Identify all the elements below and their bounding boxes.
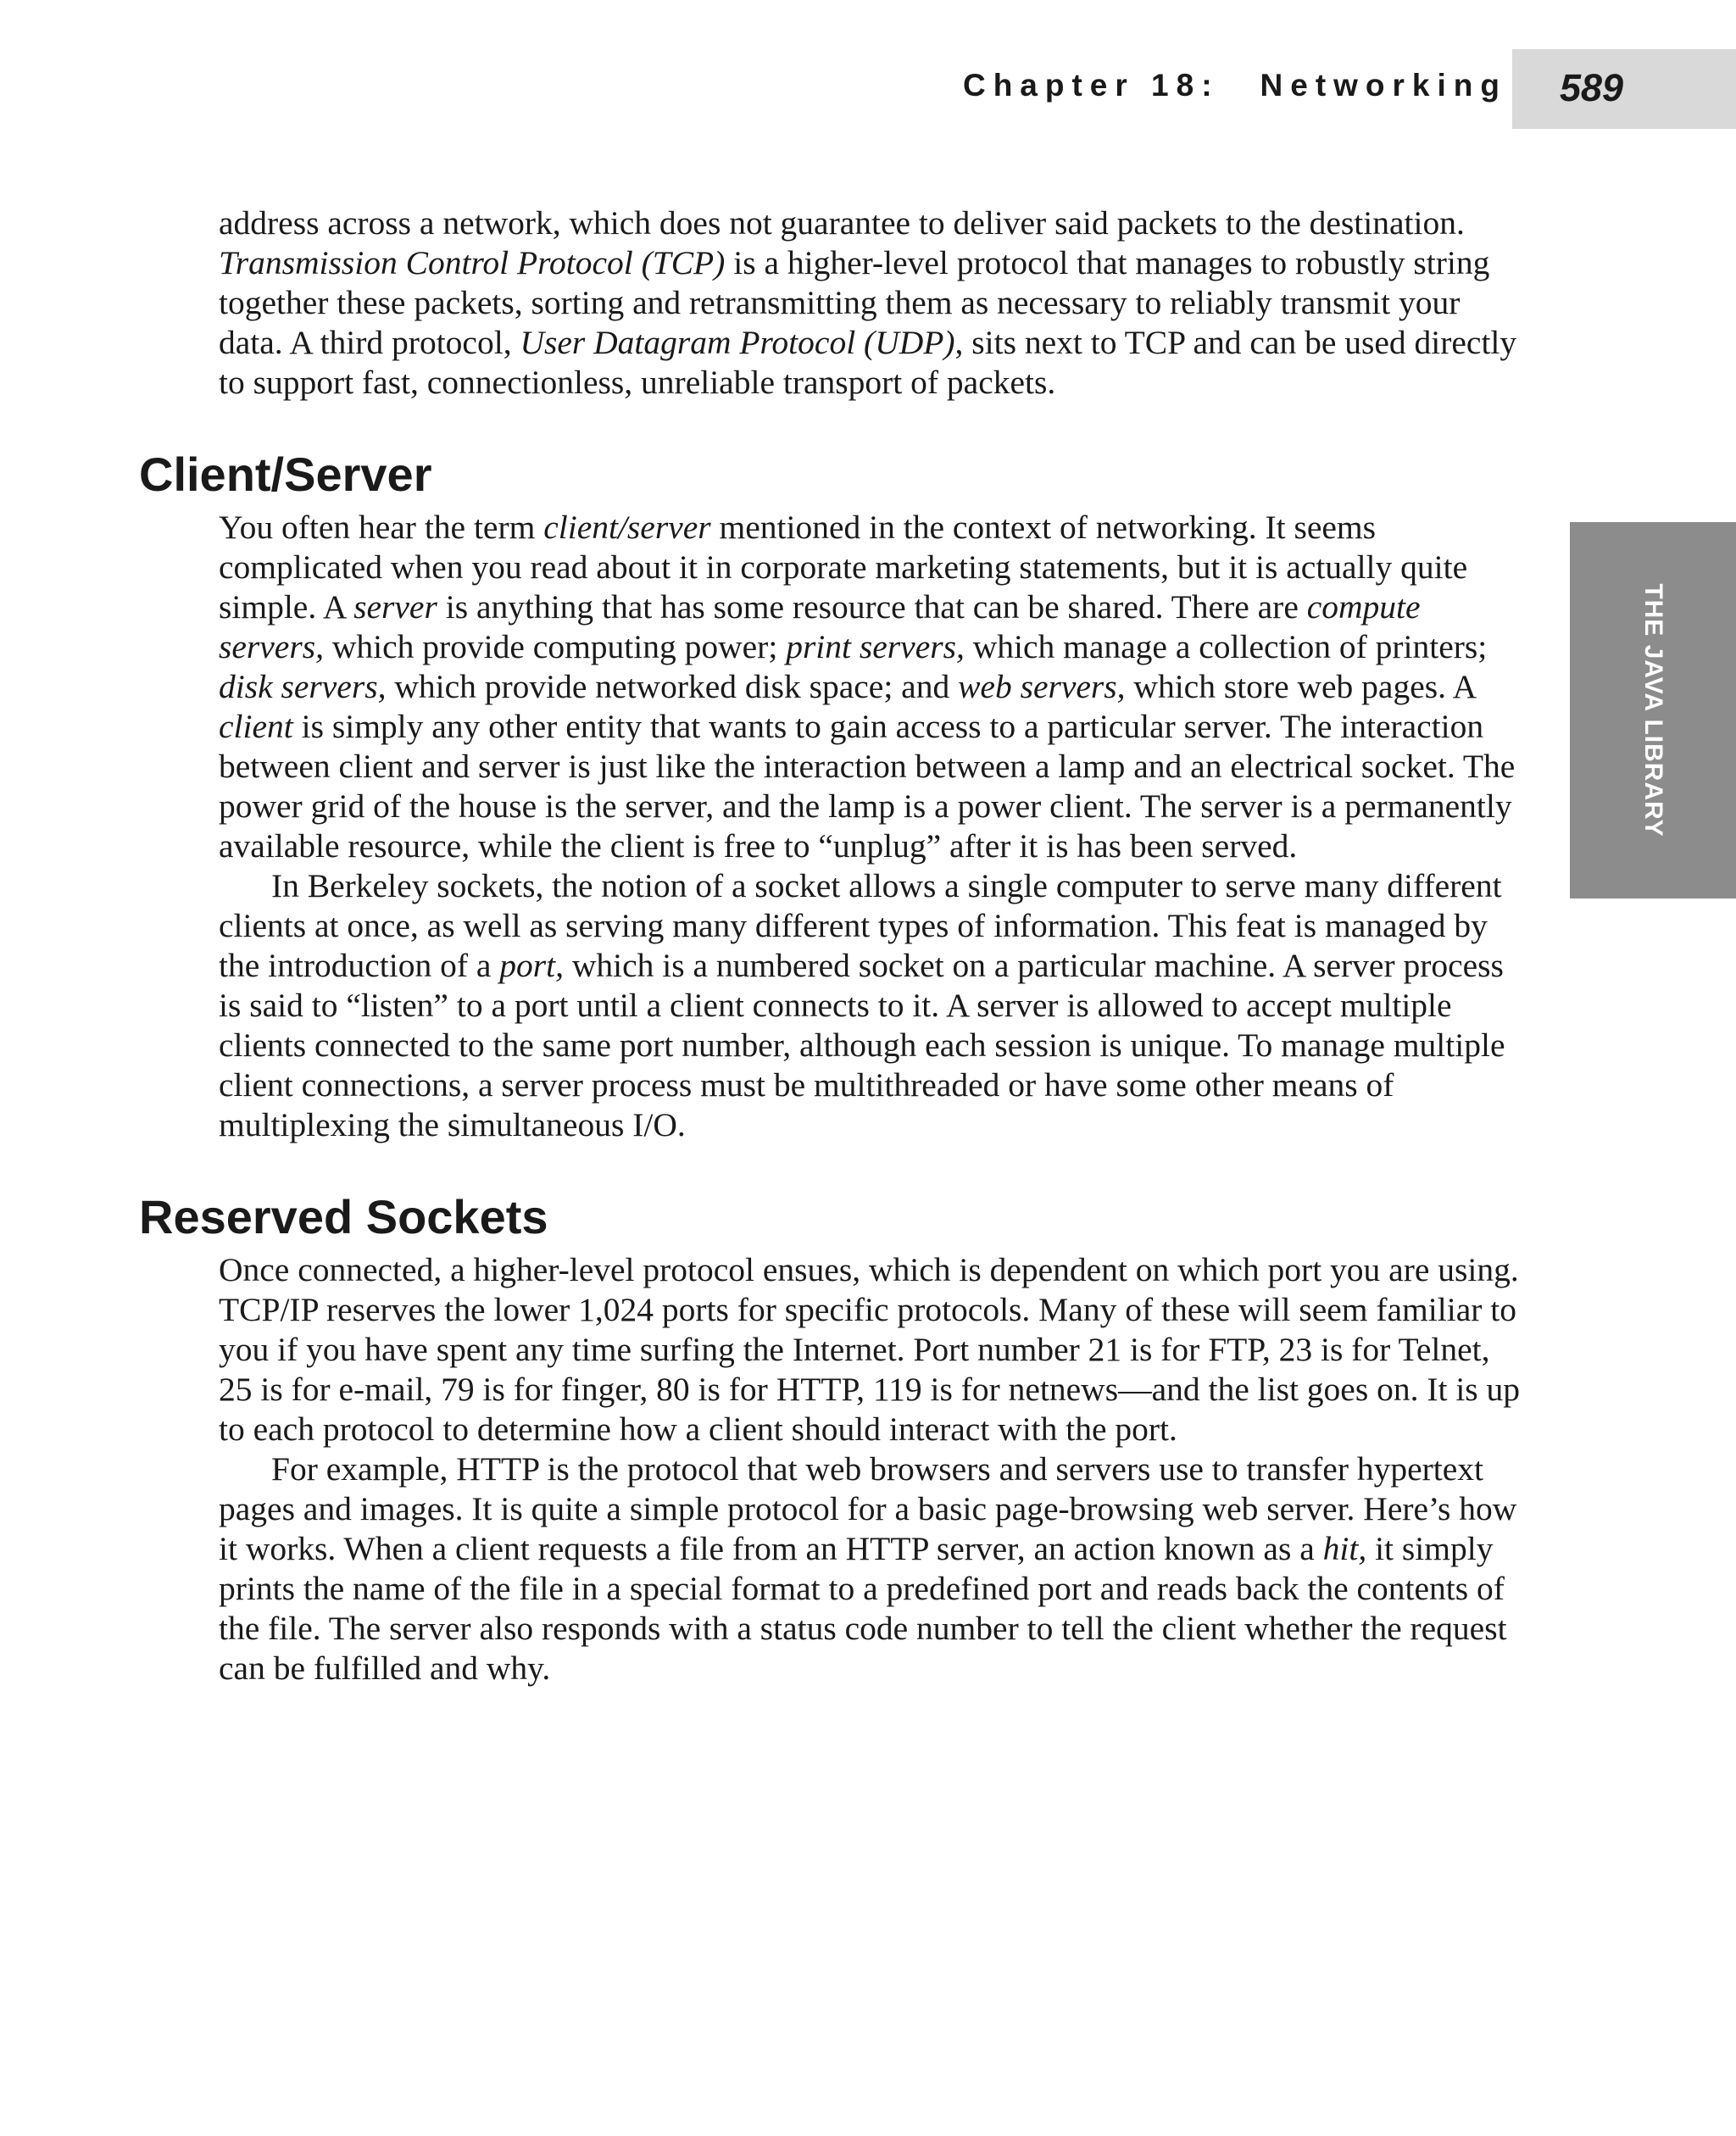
page-number: 589 <box>1560 66 1624 109</box>
client-server-paragraph-1: You often hear the term client/server mentioned in the context of networking. It seems complicated when you read about it in corporate marketing statements, but it is actually quite simple. A server is anything that has some resource that can be shared. There are compute servers, which provide computing power; print servers, which manage a collection of printers; disk servers, which provide networked disk space; and web servers, which store web pages. A client is simply any other entity that wants to gain access to a particular server. The interaction between client and server is just like the interaction between a lamp and an electrical socket. The power grid of the house is the server, and the lamp is a power client. The server is a permanently available resource, while the client is free to “unplug” after it is has been served. <box>219 509 1516 865</box>
section-heading-reserved-sockets: Reserved Sockets <box>139 1190 548 1243</box>
client-server-paragraph-2: In Berkeley sockets, the notion of a socket allows a single computer to serve many different clients at once, as well as serving many different types of information. This feat is managed by the introduction of a port, which is a numbered socket on a particular machine. A server process is said to “listen” to a port until a client connects to it. A server is allowed to accept multiple clients connected to the same port number, although each session is unique. To manage multiple client connections, a server process must be multithreaded or have some other means of multiplexing the simultaneous I/O. <box>219 867 1505 1143</box>
chapter-label: Chapter 18: <box>962 68 1220 103</box>
section-heading-client-server: Client/Server <box>139 448 432 501</box>
reserved-sockets-paragraph-2: For example, HTTP is the protocol that web browsers and servers use to transfer hypertext pages and images. It is quite a simple protocol for a basic page-browsing web server. Here’s how it works. When a client requests a file from an HTTP server, an action known as a hit, it simply prints the name of the file in a special format to a predefined port and reads back the contents of the file. The server also responds with a status code number to tell the client whether the request can be fulfilled and why. <box>219 1450 1517 1687</box>
page-body <box>139 203 1529 1688</box>
reserved-sockets-paragraph-1: Once connected, a higher-level protocol ensues, which is dependent on which port you are using. TCP/IP reserves the lower 1,024 ports for specific protocols. Many of these will seem familiar to you if you have spent any time surfing the Internet. Port number 21 is for FTP, 23 is for Telnet, 25 is for e-mail, 79 is for finger, 80 is for HTTP, 119 is for netnews—and the list goes on. It is up to each protocol to determine how a client should interact with the port. <box>219 1251 1521 1448</box>
side-tab-label: THE JAVA LIBRARY <box>1639 583 1667 837</box>
chapter-title: Networking <box>1260 68 1507 103</box>
running-head <box>963 68 1507 103</box>
page-number-box <box>1512 49 1736 129</box>
section-side-tab <box>1570 522 1736 898</box>
intro-paragraph: address across a network, which does not guarantee to deliver said packets to the destination. Transmission Control Protocol (TCP) is a higher-level protocol that manages to robustly string together these packets, sorting and retransmitting them as necessary to reliably transmit your data. A third protocol, User Datagram Protocol (UDP), sits next to TCP and can be used directly to support fast, connectionless, unreliable transport of packets. <box>219 204 1517 401</box>
